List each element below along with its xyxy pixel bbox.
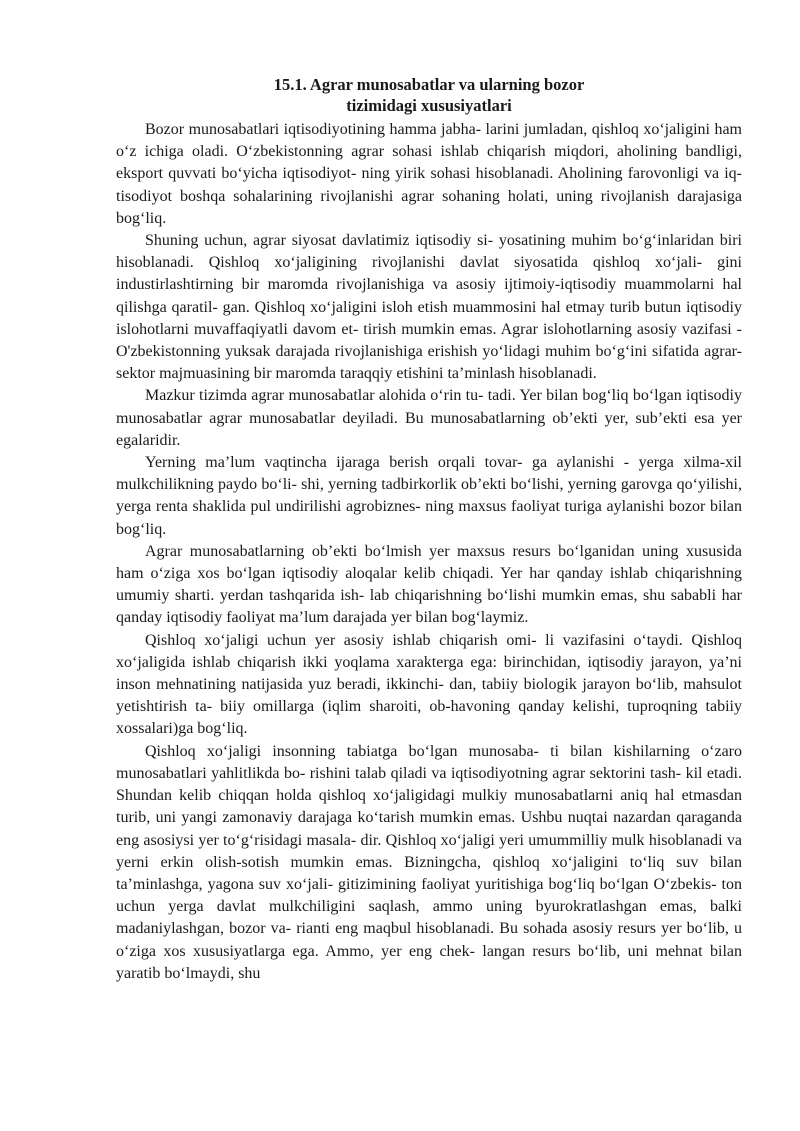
section-heading-line-2: tizimidagi xususiyatlari [346,96,512,115]
paragraph-4: Yerning ma’lum vaqtincha ijaraga berish orqali tovar- ga aylanishi - yerga xilma-xil mulkchilikning paydo bo‘li- shi, yerning tadbirkorlik ob’ekti bo‘lishi, yerning garovga qo‘yilishi, yerga renta shaklida pul undirilishi agrobiznes- ning maxsus faoliyat turiga aylanishi bozor bilan bog‘liq. [116,454,742,538]
paragraph-3: Mazkur tizimda agrar munosabatlar alohida o‘rin tu- tadi. Yer bilan bog‘liq bo‘lgan iqtisodiy munosabatlar agrar munosabatlar deyiladi. Bu munosabatlarning ob’ekti yer, sub’ekti esa yer egalaridir. [116,387,742,449]
paragraph-2: Shuning uchun, agrar siyosat davlatimiz iqtisodiy si- yosatining muhim bo‘g‘inlaridan biri hisoblanadi. Qishloq xo‘jaligining rivojlanishi davlat siyosatida qishloq xo‘jali- gini industirlashtirning bir maromda rivojlanishiga va asosiy ijtimoiy-iqtisodiy muammolarni hal qilishga qaratil- gan. Qishloq xo‘jaligini isloh etish muammosini hal etmay turib butun iqtisodiy islohotlarni muvaffaqiyatli davom et- tirish mumkin emas. Agrar islohotlarning asosiy vazifasi - O'zbekistonning yuksak darajada rivojlanishiga erishish yo‘lidagi muhim bo‘g‘ini sifatida agrar-sektor majmuasining bir maromda taraqqiy etishini ta’minlash hisoblanadi. [116,232,742,383]
paragraph-1: Bozor munosabatlari iqtisodiyotining hamma jabha- larini jumladan, qishloq xo‘jaligini ham o‘z ichiga oladi. O‘zbekistonning agrar sohasi ishlab chiqarish miqdori, aholining bandligi, eksport quvvati bo‘yicha iqtisodiyot- ning yirik sohasi hisoblanadi. Aholining farovonligi va iq- tisodiyot boshqa sohalarining rivojlanishi agrar sohaning holati, uning rivojlanish darajasiga bog‘liq. [116,121,742,227]
section-heading-line-1: 15.1. Agrar munosabatlar va ularning bozor [273,75,585,94]
section-heading [116,74,742,116]
paragraph-6: Qishloq xo‘jaligi uchun yer asosiy ishlab chiqarish omi- li vazifasini o‘taydi. Qishloq xo‘jaligida ishlab chiqarish ikki yoqlama xarakterga ega: birinchidan, iqtisodiy jarayon, ya’ni inson mehnatining natijasida yuz beradi, ikkinchi- dan, tabiiy biologik jarayon bo‘lib, mahsulot yetishtirish ta- biiy omillarga (iqlim sharoiti, ob-havoning qanday kelishi, tuproqning tabiiy xossalari)ga bog‘liq. [116,631,742,738]
paragraph-5: Agrar munosabatlarning ob’ekti bo‘lmish yer maxsus resurs bo‘lganidan uning xususida ham o‘ziga xos bo‘lgan iqtisodiy aloqalar kelib chiqadi. Yer har qanday ishlab chiqarishning umumiy sharti. yerdan tashqarida ish- lab chiqarishning bo‘lishi mumkin emas, shu sababli har qanday iqtisodiy faoliyat ma’lum darajada yer bilan bog‘laymiz. [116,542,742,627]
document-page [116,74,742,985]
paragraph-7: Qishloq xo‘jaligi insonning tabiatga bo‘lgan munosaba- ti bilan kishilarning o‘zaro munosabatlari yahlitlikda bo- rishini talab qiladi va iqtisodiyotning agrar sektorini tash- kil etadi. Shundan kelib chiqqan holda qishloq xo‘jaligidagi mulkiy munosabatlarni aniq hal etmasdan turib, uni yangi zamonaviy darajaga ko‘tarish mumkin emas. Ushbu nuqtai nazardan qaraganda eng asosiysi yer to‘g‘risidagi masala- dir. Qishloq xo‘jaligi yeri umummilliy mulk hisoblanadi va yerni erkin olish-sotish mumkin emas. Bizningcha, qishloq xo‘jaligini to‘liq suv bilan ta’minlashga, yagona suv xo‘jali- gitizimining faoliyat yuritishiga bog‘liq bo‘lgan O‘zbekis- ton uchun yerga davlat mulkchiligini saqlash, ammo uning byurokratlashgan emas, balki madaniylashgan, bozor va- rianti eng maqbul hisoblanadi. Bu sohada asosiy resurs yer bo‘lib, u o‘ziga xos xususiyatlarga ega. Ammo, yer eng chek- langan resurs bo‘lib, uni mehnat bilan yaratib bo‘lmaydi, shu [116,742,742,982]
